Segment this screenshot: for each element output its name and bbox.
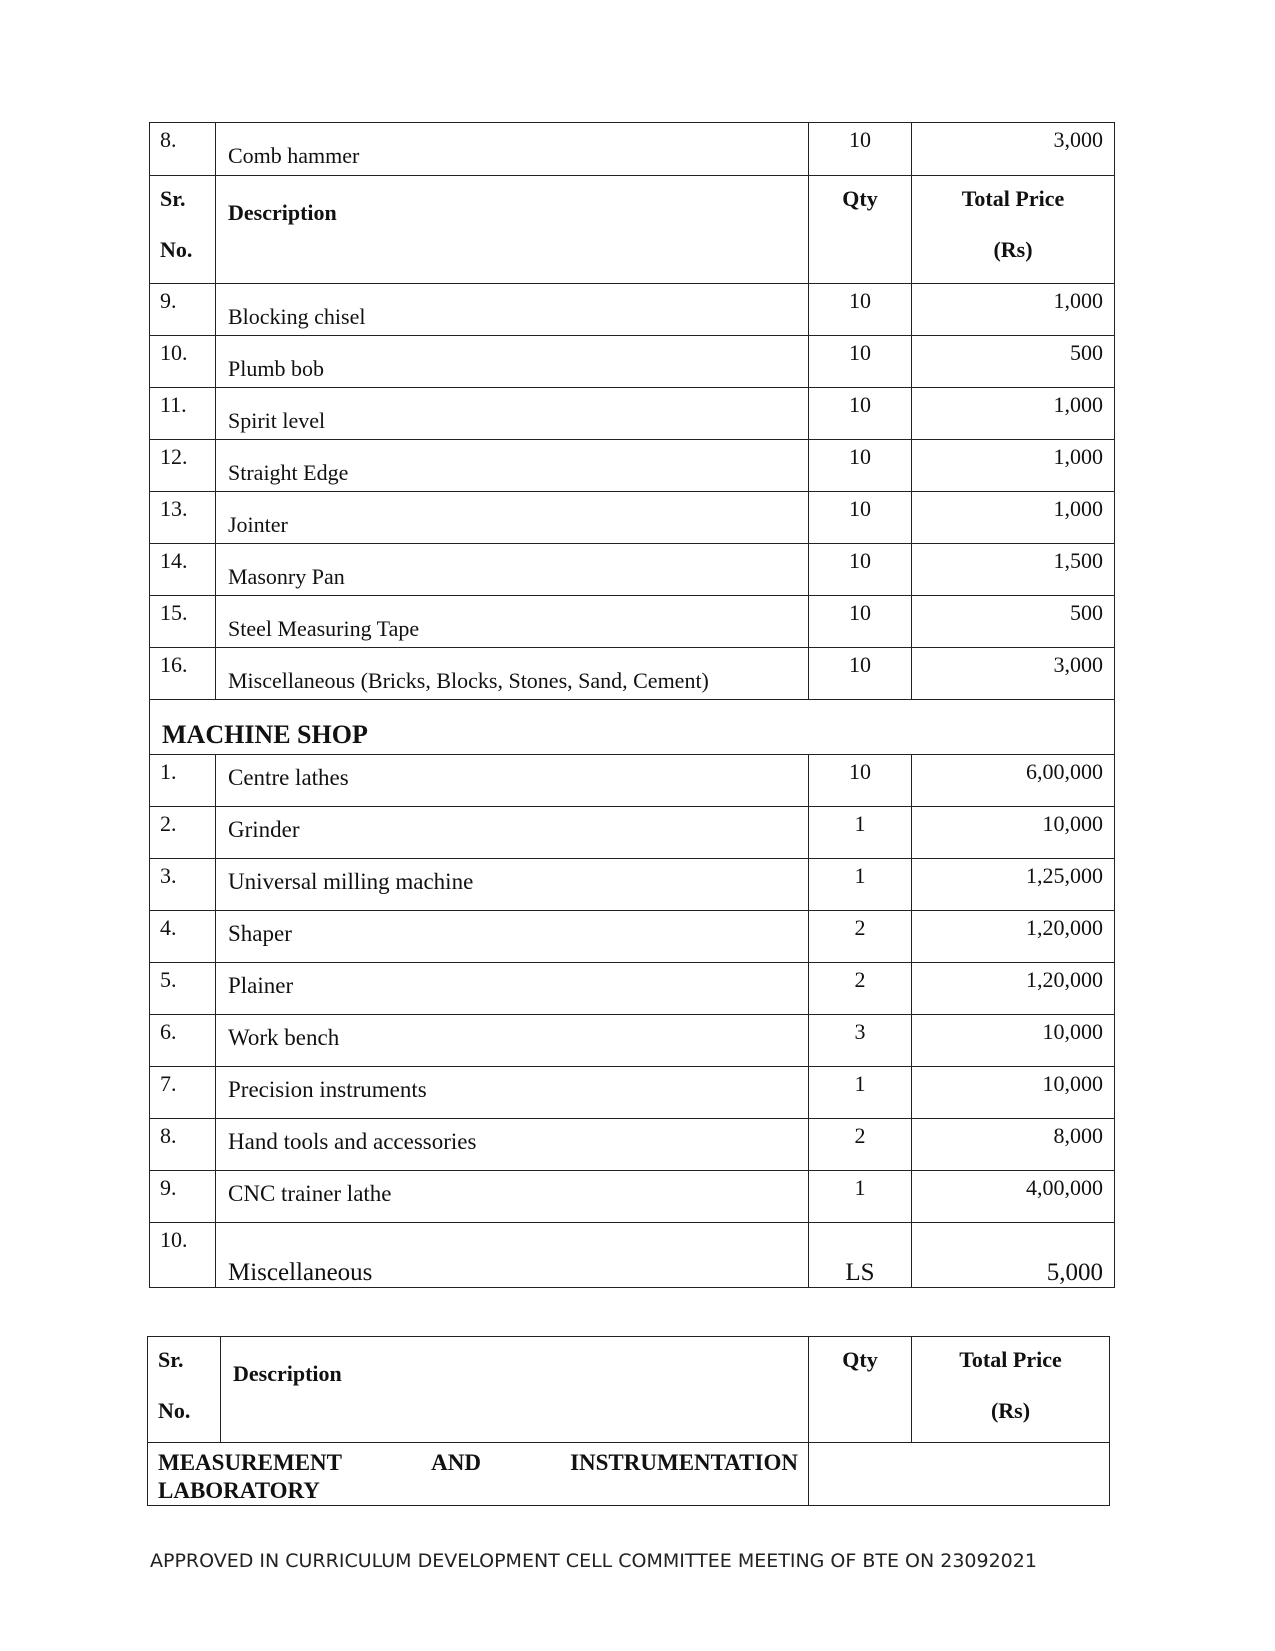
qty-cell: 3: [809, 1015, 912, 1067]
header-sr-label: Sr.: [160, 186, 186, 211]
qty-cell: 10: [809, 336, 912, 388]
qty-cell: 10: [809, 648, 912, 700]
qty-cell: 1: [809, 859, 912, 911]
qty-cell: 1: [809, 807, 912, 859]
equipment-table: [149, 122, 1115, 1288]
price-cell: 500: [912, 336, 1115, 388]
price-cell: 10,000: [912, 807, 1115, 859]
sr-no-cell: 16.: [150, 648, 216, 700]
table-row: [150, 807, 1115, 859]
qty-cell: 10: [809, 544, 912, 596]
description-cell: Spirit level: [216, 388, 809, 440]
sr-no-cell: 9.: [150, 284, 216, 336]
approval-footer: APPROVED IN CURRICULUM DEVELOPMENT CELL COMMITTEE MEETING OF BTE ON 23092021: [150, 1550, 1037, 1572]
price-cell: 500: [912, 596, 1115, 648]
description-cell: Steel Measuring Tape: [216, 596, 809, 648]
price-cell: 1,000: [912, 284, 1115, 336]
sr-no-cell: 4.: [150, 911, 216, 963]
section-row: [150, 700, 1115, 755]
description-cell: Shaper: [216, 911, 809, 963]
sr-no-cell: 12.: [150, 440, 216, 492]
table-row: [150, 755, 1115, 807]
description-cell: Plumb bob: [216, 336, 809, 388]
qty-cell: 10: [809, 492, 912, 544]
header-description: Description: [216, 176, 809, 284]
table-row: [150, 284, 1115, 336]
qty-cell: 1: [809, 1171, 912, 1223]
header-price-label: Total Price: [959, 1347, 1062, 1372]
table-header-row: [150, 176, 1115, 284]
description-cell: Straight Edge: [216, 440, 809, 492]
description-cell: Hand tools and accessories: [216, 1119, 809, 1171]
description-cell: Masonry Pan: [216, 544, 809, 596]
description-cell: Centre lathes: [216, 755, 809, 807]
header-total-price: [912, 176, 1115, 284]
table-row: [150, 596, 1115, 648]
price-cell: 1,20,000: [912, 911, 1115, 963]
table-header-row: [148, 1337, 1110, 1443]
description-cell: Jointer: [216, 492, 809, 544]
qty-cell: 10: [809, 440, 912, 492]
price-cell: 3,000: [912, 123, 1115, 176]
description-cell: Comb hammer: [216, 123, 809, 176]
table-row: [150, 859, 1115, 911]
machine-shop-rows: [150, 755, 1115, 1223]
qty-cell: LS: [809, 1223, 912, 1288]
measurement-table: [147, 1336, 1110, 1506]
table-row: [150, 123, 1115, 176]
qty-cell: 10: [809, 596, 912, 648]
qty-cell: 10: [809, 123, 912, 176]
table-row: [150, 1067, 1115, 1119]
sr-no-cell: 8.: [150, 123, 216, 176]
price-cell: 10,000: [912, 1015, 1115, 1067]
table-row: [150, 1171, 1115, 1223]
price-cell: 1,500: [912, 544, 1115, 596]
description-cell: Precision instruments: [216, 1067, 809, 1119]
price-cell: 1,000: [912, 388, 1115, 440]
description-cell: Plainer: [216, 963, 809, 1015]
header-no-label: No.: [158, 1398, 191, 1423]
header-description: Description: [221, 1337, 809, 1443]
sr-no-cell: 9.: [150, 1171, 216, 1223]
description-cell: Work bench: [216, 1015, 809, 1067]
table-row: [150, 648, 1115, 700]
sr-no-cell: 6.: [150, 1015, 216, 1067]
sr-no-cell: 15.: [150, 596, 216, 648]
sr-no-cell: 14.: [150, 544, 216, 596]
table-row: [150, 911, 1115, 963]
header-sr-no: [148, 1337, 221, 1443]
header-sr-label: Sr.: [158, 1347, 184, 1372]
price-cell: 8,000: [912, 1119, 1115, 1171]
description-cell: Miscellaneous (Bricks, Blocks, Stones, Sand, Cement): [216, 648, 809, 700]
sr-no-cell: 10.: [150, 336, 216, 388]
section-word: INSTRUMENTATION: [570, 1450, 798, 1475]
header-total-price: [912, 1337, 1110, 1443]
price-cell: 4,00,000: [912, 1171, 1115, 1223]
section-row: [148, 1443, 1110, 1506]
qty-cell: 10: [809, 755, 912, 807]
description-cell: Miscellaneous: [216, 1223, 809, 1288]
qty-cell: 2: [809, 1119, 912, 1171]
table-row: [150, 963, 1115, 1015]
price-cell: 1,000: [912, 440, 1115, 492]
table-row: [150, 388, 1115, 440]
description-cell: Grinder: [216, 807, 809, 859]
price-cell: 1,20,000: [912, 963, 1115, 1015]
table-row: [150, 1015, 1115, 1067]
header-qty: Qty: [809, 176, 912, 284]
header-price-label: Total Price: [961, 186, 1065, 211]
qty-cell: 1: [809, 1067, 912, 1119]
masonry-rows: [150, 284, 1115, 700]
qty-cell: 2: [809, 963, 912, 1015]
price-cell: 6,00,000: [912, 755, 1115, 807]
table-row: [150, 1119, 1115, 1171]
section-word: AND: [431, 1450, 481, 1475]
sr-no-cell: 8.: [150, 1119, 216, 1171]
table-row: [150, 1223, 1115, 1288]
empty-cell: [809, 1443, 1110, 1506]
qty-cell: 10: [809, 284, 912, 336]
price-cell: 5,000: [912, 1223, 1115, 1288]
sr-no-cell: 3.: [150, 859, 216, 911]
header-qty: Qty: [809, 1337, 912, 1443]
sr-no-cell: 11.: [150, 388, 216, 440]
sr-no-cell: 13.: [150, 492, 216, 544]
qty-cell: 10: [809, 388, 912, 440]
sr-no-cell: 5.: [150, 963, 216, 1015]
table-row: [150, 544, 1115, 596]
table-row: [150, 440, 1115, 492]
header-sr-no: [150, 176, 216, 284]
description-cell: CNC trainer lathe: [216, 1171, 809, 1223]
sr-no-cell: 2.: [150, 807, 216, 859]
header-no-label: No.: [160, 237, 193, 262]
section-title-measurement-lab: [148, 1443, 809, 1506]
sr-no-cell: 1.: [150, 755, 216, 807]
price-cell: 10,000: [912, 1067, 1115, 1119]
price-cell: 1,25,000: [912, 859, 1115, 911]
description-cell: Universal milling machine: [216, 859, 809, 911]
description-cell: Blocking chisel: [216, 284, 809, 336]
sr-no-cell: 10.: [150, 1223, 216, 1288]
table-row: [150, 492, 1115, 544]
price-cell: 1,000: [912, 492, 1115, 544]
section-title-machine-shop: MACHINE SHOP: [150, 700, 1115, 755]
header-price-unit: (Rs): [990, 1398, 1031, 1423]
table-row: [150, 336, 1115, 388]
section-word: MEASUREMENT: [158, 1450, 343, 1475]
section-word: LABORATORY: [158, 1478, 320, 1503]
price-cell: 3,000: [912, 648, 1115, 700]
header-price-unit: (Rs): [993, 237, 1033, 262]
qty-cell: 2: [809, 911, 912, 963]
sr-no-cell: 7.: [150, 1067, 216, 1119]
